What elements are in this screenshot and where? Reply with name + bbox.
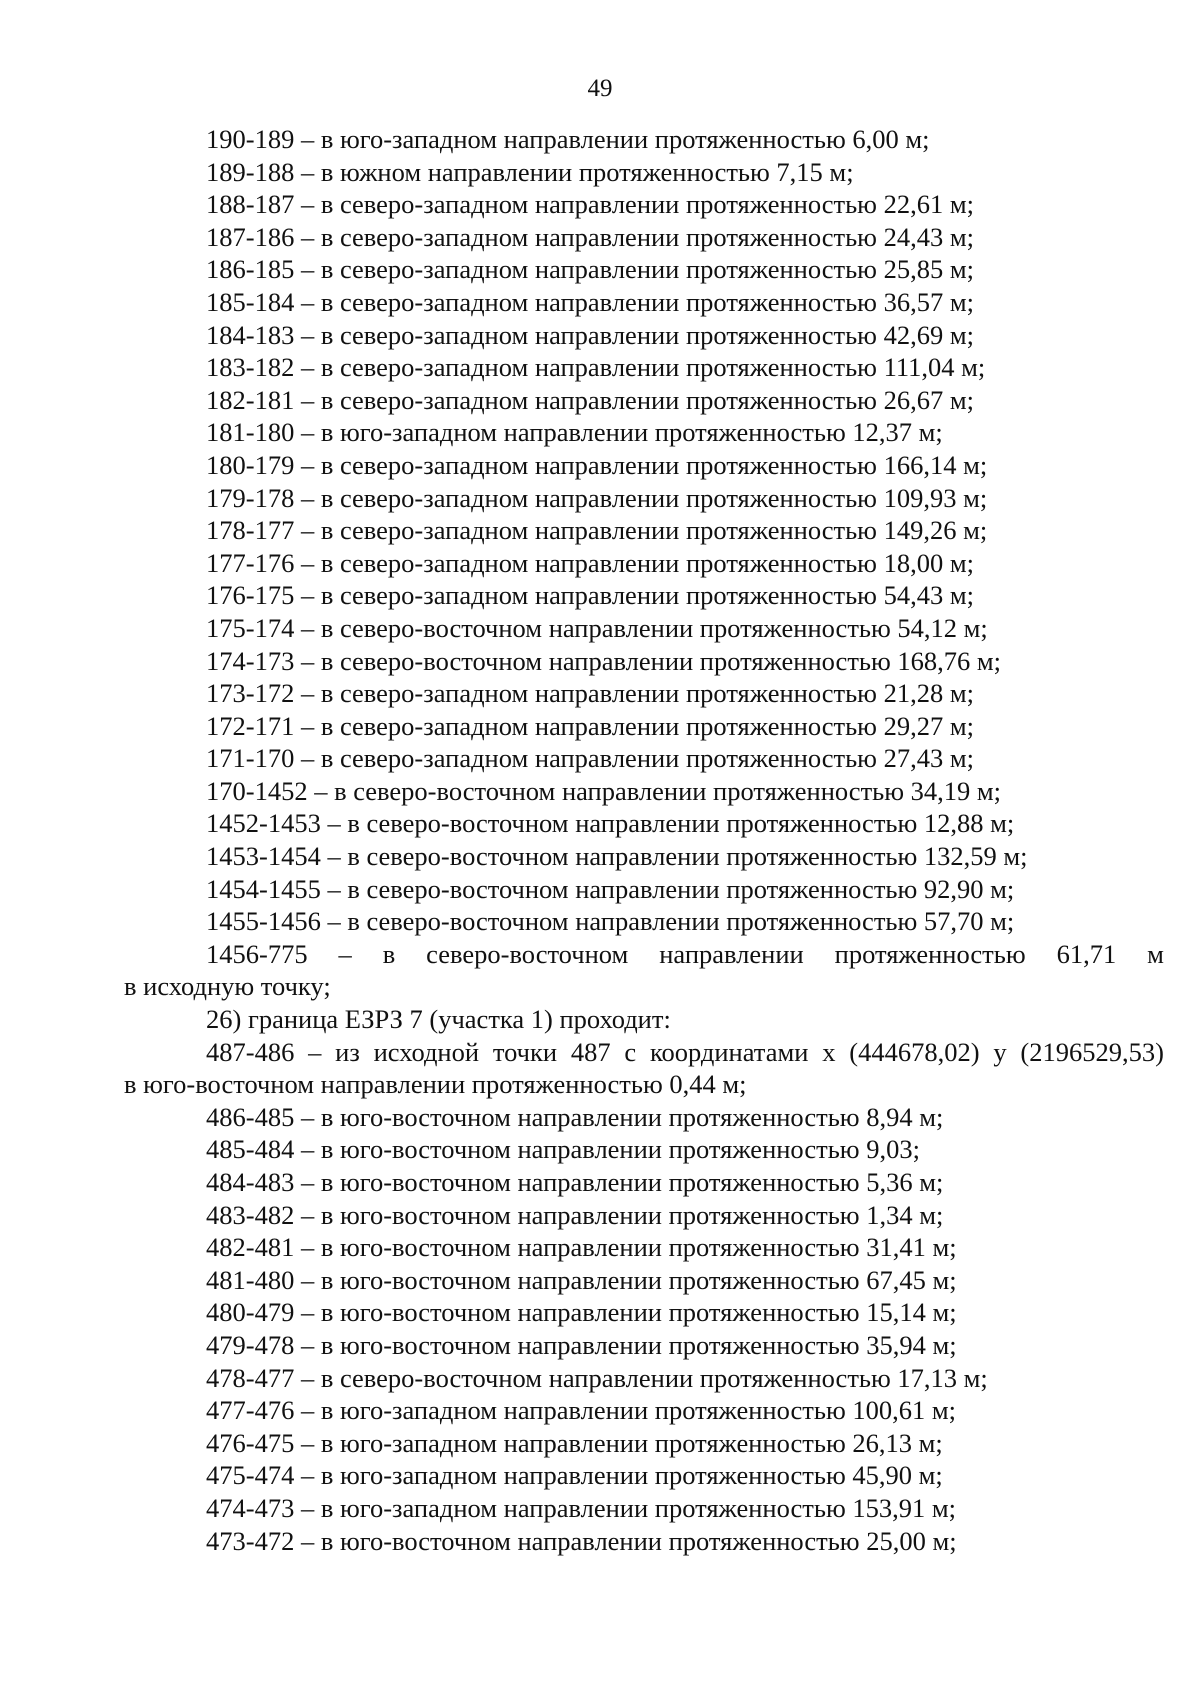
boundary-segment-line: 177-176 – в северо-западном направлении протяженностью 18,00 м; — [206, 547, 974, 578]
boundary-segment-line: 1455-1456 – в северо-восточном направлении протяженностью 57,70 м; — [206, 906, 1015, 937]
boundary-segment-line: 186-185 – в северо-западном направлении протяженностью 25,85 м; — [206, 254, 974, 285]
justified-segment-line — [124, 938, 1164, 971]
word: с — [624, 1036, 637, 1067]
document-body — [124, 123, 1164, 1557]
boundary-segment-line: 173-172 – в северо-западном направлении протяженностью 21,28 м; — [206, 678, 974, 709]
boundary-segment-line: 183-182 – в северо-западном направлении протяженностью 111,04 м; — [206, 352, 986, 383]
word: координатами — [649, 1036, 809, 1067]
boundary-segment-line: 187-186 – в северо-западном направлении протяженностью 24,43 м; — [206, 221, 974, 252]
boundary-segment-line: 189-188 – в южном направлении протяженностью 7,15 м; — [206, 156, 854, 187]
word: из — [335, 1036, 360, 1067]
word: в — [382, 938, 396, 969]
continuation-line: в исходную точку; — [124, 971, 331, 1002]
boundary-segment-line: 178-177 – в северо-западном направлении протяженностью 149,26 м; — [206, 515, 988, 546]
boundary-segment-line: 482-481 – в юго-восточном направлении протяженностью 31,41 м; — [206, 1232, 957, 1263]
word: 487-486 — [206, 1036, 295, 1067]
word: точки — [492, 1036, 558, 1067]
word: исходной — [373, 1036, 480, 1067]
word: 1456-775 — [206, 938, 308, 969]
boundary-segment-line: 176-175 – в северо-западном направлении протяженностью 54,43 м; — [206, 580, 974, 611]
page-number: 49 — [587, 75, 613, 102]
boundary-segment-line: 481-480 – в юго-восточном направлении протяженностью 67,45 м; — [206, 1264, 957, 1295]
continuation-line: в юго-восточном направлении протяженностью 0,44 м; — [124, 1069, 747, 1100]
boundary-segment-line: 475-474 – в юго-западном направлении протяженностью 45,90 м; — [206, 1460, 943, 1491]
word: у — [993, 1036, 1007, 1067]
boundary-segment-line: 181-180 – в юго-западном направлении протяженностью 12,37 м; — [206, 417, 943, 448]
word: – — [338, 938, 352, 969]
boundary-segment-line: 182-181 – в северо-западном направлении протяженностью 26,67 м; — [206, 384, 974, 415]
boundary-segment-line: 188-187 – в северо-западном направлении протяженностью 22,61 м; — [206, 189, 974, 220]
boundary-segment-line: 175-174 – в северо-восточном направлении протяженностью 54,12 м; — [206, 612, 988, 643]
boundary-segment-line: 172-171 – в северо-западном направлении протяженностью 29,27 м; — [206, 710, 974, 741]
boundary-segment-line: 180-179 – в северо-западном направлении протяженностью 166,14 м; — [206, 449, 988, 480]
boundary-segments-list-2 — [124, 1101, 1164, 1557]
boundary-segment-line: 185-184 – в северо-западном направлении протяженностью 36,57 м; — [206, 286, 974, 317]
word: х — [822, 1036, 836, 1067]
boundary-segment-line: 184-183 – в северо-западном направлении протяженностью 42,69 м; — [206, 319, 974, 350]
boundary-segment-line: 1453-1454 – в северо-восточном направлении протяженностью 132,59 м; — [206, 841, 1028, 872]
boundary-segment-line: 170-1452 – в северо-восточном направлении протяженностью 34,19 м; — [206, 775, 1002, 806]
word: 61,71 — [1056, 938, 1117, 969]
boundary-segment-line: 479-478 – в юго-восточном направлении протяженностью 35,94 м; — [206, 1329, 957, 1360]
boundary-segment-line: 179-178 – в северо-западном направлении протяженностью 109,93 м; — [206, 482, 988, 513]
boundary-segment-line: 478-477 – в северо-восточном направлении протяженностью 17,13 м; — [206, 1362, 988, 1393]
word: – — [308, 1036, 322, 1067]
boundary-segment-line: 485-484 – в юго-восточном направлении протяженностью 9,03; — [206, 1134, 920, 1165]
word: 487 — [570, 1036, 611, 1067]
boundary-segment-line: 473-472 – в юго-восточном направлении протяженностью 25,00 м; — [206, 1525, 957, 1556]
boundary-segment-line: 174-173 – в северо-восточном направлении протяженностью 168,76 м; — [206, 645, 1002, 676]
section-header: 26) граница ЕЗРЗ 7 (участка 1) проходит: — [206, 1004, 671, 1035]
boundary-segment-line: 483-482 – в юго-восточном направлении протяженностью 1,34 м; — [206, 1199, 944, 1230]
word: северо-восточном — [426, 938, 629, 969]
boundary-segment-line: 1452-1453 – в северо-восточном направлении протяженностью 12,88 м; — [206, 808, 1015, 839]
boundary-segment-line: 474-473 – в юго-западном направлении протяженностью 153,91 м; — [206, 1492, 957, 1523]
word: направлении — [659, 938, 804, 969]
boundary-segment-line: 190-189 – в юго-западном направлении протяженностью 6,00 м; — [206, 124, 930, 154]
word: (2196529,53) — [1020, 1036, 1164, 1067]
word: протяженностью — [834, 938, 1026, 969]
boundary-segment-line: 480-479 – в юго-восточном направлении протяженностью 15,14 м; — [206, 1297, 957, 1328]
word: (444678,02) — [849, 1036, 980, 1067]
justified-segment-line — [124, 1036, 1164, 1069]
boundary-segment-line: 476-475 – в юго-западном направлении протяженностью 26,13 м; — [206, 1427, 943, 1458]
word: м — [1147, 938, 1164, 969]
boundary-segment-line: 486-485 – в юго-восточном направлении протяженностью 8,94 м; — [206, 1101, 944, 1132]
boundary-segment-line: 1454-1455 – в северо-восточном направлении протяженностью 92,90 м; — [206, 873, 1015, 904]
boundary-segment-line: 477-476 – в юго-западном направлении протяженностью 100,61 м; — [206, 1395, 957, 1426]
boundary-segment-line: 171-170 – в северо-западном направлении протяженностью 27,43 м; — [206, 743, 974, 774]
boundary-segments-list — [124, 123, 1164, 938]
boundary-segment-line: 484-483 – в юго-восточном направлении протяженностью 5,36 м; — [206, 1167, 944, 1197]
